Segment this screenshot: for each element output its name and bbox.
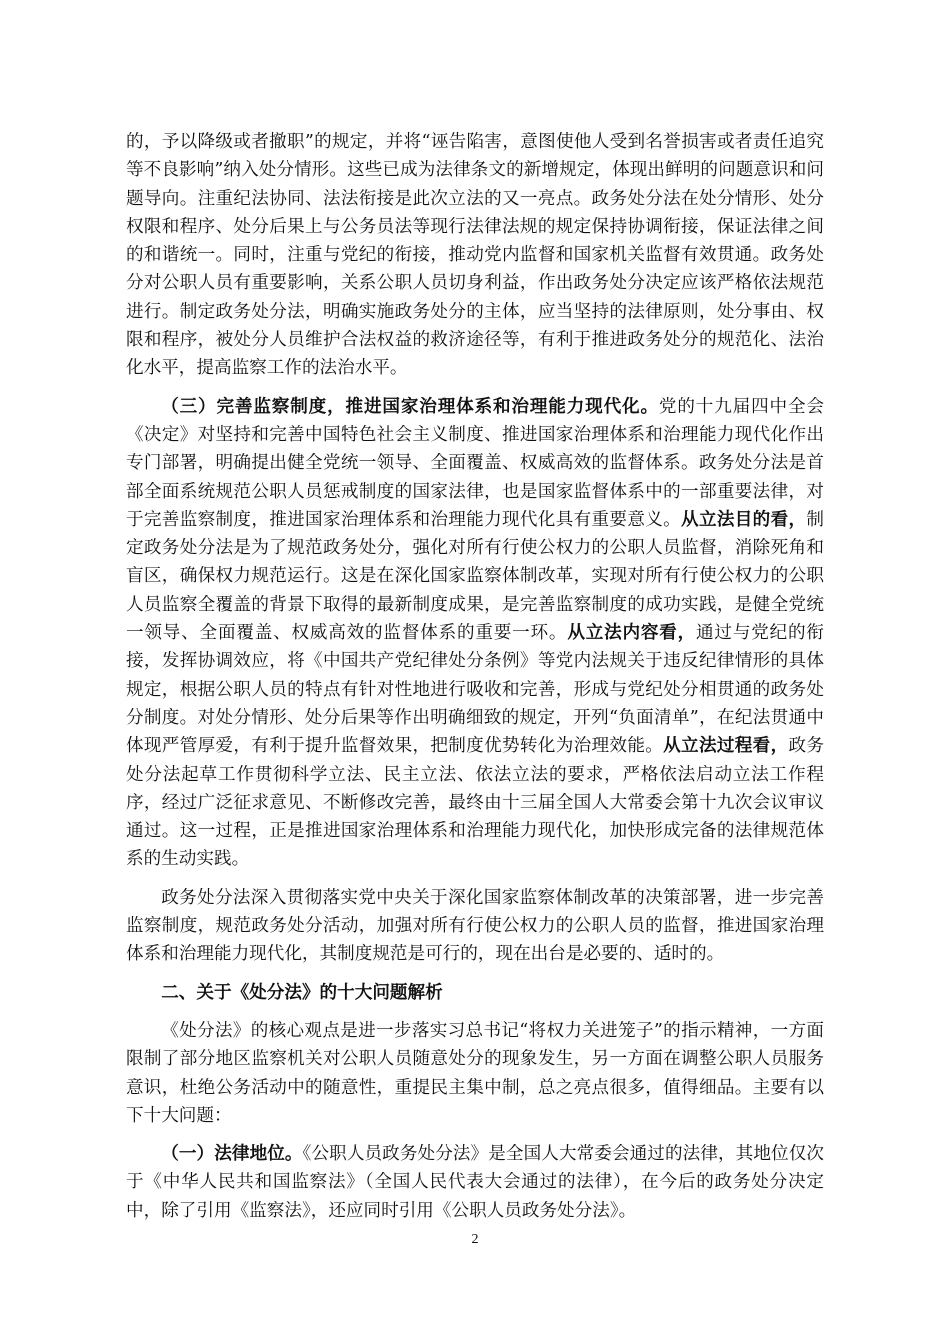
paragraph-text: 通过与党纪的衔接，发挥协调效应，将《中国共产党纪律处分条例》等党内法规关于违反纪律情形的具体规定，根据公职人员的特点有针对性地进行吸收和完善，形成与党纪处分相贯通的政务处分制度。对处分情形、处分后果等作出明确细致的规定，开列“负面清单”，在纪法贯通中体现严管厚爱，有利于提升监督效果，把制度优势转化为治理效能。 <box>126 623 824 757</box>
paragraph-continued <box>126 128 824 383</box>
paragraph-text: 党的十九届四中全会《决定》对坚持和完善中国特色社会主义制度、推进国家治理体系和治理能力现代化作出专门部署，明确提出健全党统一领导、全面覆盖、权威高效的监督体系。政务处分法是首部全面系统规范公职人员惩戒制度的国家法律，也是国家监督体系中的一部重要法律，对于完善监察制度，推进国家治理体系和治理能力现代化具有重要意义。 <box>126 396 824 530</box>
item-title: （一）法律地位。 <box>161 1143 303 1165</box>
emphasis-content: 从立法内容看， <box>567 622 697 644</box>
emphasis-purpose: 从立法目的看， <box>681 508 807 530</box>
paragraph-text: 政务处分法深入贯彻落实党中央关于深化国家监察体制改革的决策部署，进一步完善监察制度，规范政务处分活动，加强对所有行使公权力的公职人员的监督，推进国家治理体系和治理能力现代化，其制度规范是可行的，现在出台是必要的、适时的。 <box>126 887 824 965</box>
paragraph-section-three <box>126 393 824 874</box>
emphasis-process: 从立法过程看， <box>663 735 789 757</box>
section-intro: 《处分法》的核心观点是进一步落实习总书记“将权力关进笼子”的指示精神，一方面限制了部分地区监察机关对公职人员随意处分的现象发生，另一方面在调整公职人员服务意识，杜绝公务活动中的随意性，重提民主集中制，总之亮点很多，值得细品。主要有以下十大问题： <box>126 1020 824 1126</box>
paragraph-text: 政务处分法起草工作贯彻科学立法、民主立法、依法立法的要求，严格依法启动立法工作程序，经过广泛征求意见、不断修改完善，最终由十三届全国人大常委会第十九次会议审议通过。这一过程，正是推进国家治理体系和治理能力现代化，加快形成完备的法律规范体系的生动实践。 <box>126 736 824 870</box>
page-number: 2 <box>471 1232 479 1247</box>
item-text: 《公职人员政务处分法》是全国人大常委会通过的法律，其地位仅次于《中华人民共和国监察法》（全国人民代表大会通过的法律），在今后的政务处分决定中，除了引用《监察法》，还应同时引用《公职人员政务处分法》。 <box>126 1144 824 1221</box>
paragraph-conclusion <box>126 884 824 969</box>
section-heading: 二、关于《处分法》的十大问题解析 <box>161 982 443 1003</box>
item-legal-status <box>126 1140 824 1225</box>
subsection-title: （三）完善监察制度，推进国家治理体系和治理能力现代化。 <box>161 395 659 417</box>
page-body <box>126 128 824 1225</box>
paragraph-text: 的，予以降级或者撤职”的规定，并将“诬告陷害，意图使他人受到名誉损害或者责任追究等不良影响”纳入处分情形。这些已成为法律条文的新增规定，体现出鲜明的问题意识和问题导向。注重纪法协同、法法衔接是此次立法的又一亮点。政务处分法在处分情形、处分权限和程序、处分后果上与公务员法等现行法律法规的规定保持协调衔接，保证法律之间的和谐统一。同时，注重与党纪的衔接，推动党内监督和国家机关监督有效贯通。政务处分对公职人员有重要影响，关系公职人员切身利益，作出政务处分决定应该严格依法规范进行。制定政务处分法，明确实施政务处分的主体，应当坚持的法律原则，处分事由、权限和程序，被处分人员维护合法权益的救济途径等，有利于推进政务处分的规范化、法治化水平，提高监察工作的法治水平。 <box>126 132 824 379</box>
paragraph-text: 制定政务处分法是为了规范政务处分，强化对所有行使公权力的公职人员监督，消除死角和盲区，确保权力规范运行。这是在深化国家监察体制改革，实现对所有行使公权力的公职人员监察全覆盖的背景下取得的最新制度成果，是完善监察制度的成功实践，是健全党统一领导、全面覆盖、权威高效的监督体系的重要一环。 <box>126 509 824 644</box>
